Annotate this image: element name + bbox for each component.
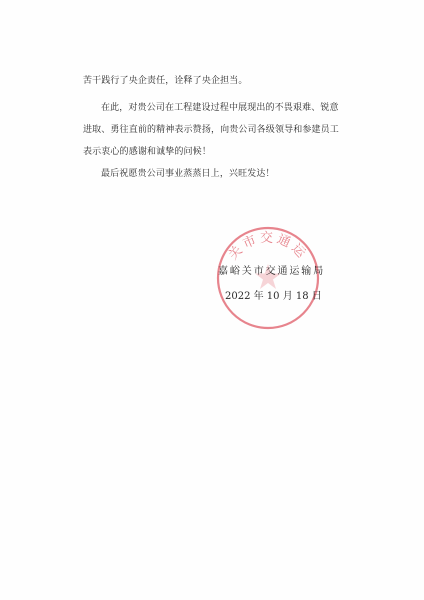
body-line-5: 最后祝愿贵公司事业蒸蒸日上，兴旺发达！ [101, 169, 275, 179]
body-line-3: 进取、勇往直前的精神表示赞扬，向贵公司各级领导和参建员工 [83, 125, 339, 135]
seal-star-icon [255, 264, 281, 289]
body-line-1: 苦干践行了央企责任，诠释了央企担当。 [83, 76, 248, 86]
signature-organization: 嘉峪关市交通运输局 [218, 266, 326, 277]
official-seal-stamp [213, 223, 326, 333]
seal-lettering: 关市交通运 [225, 231, 311, 264]
body-line-4: 表示衷心的感谢和诚挚的问候！ [83, 147, 211, 157]
signature-date: 2022 年 10 月 18 日 [225, 291, 322, 302]
body-line-2: 在此，对贵公司在工程建设过程中展现出的不畏艰难、锐意 [101, 103, 339, 113]
